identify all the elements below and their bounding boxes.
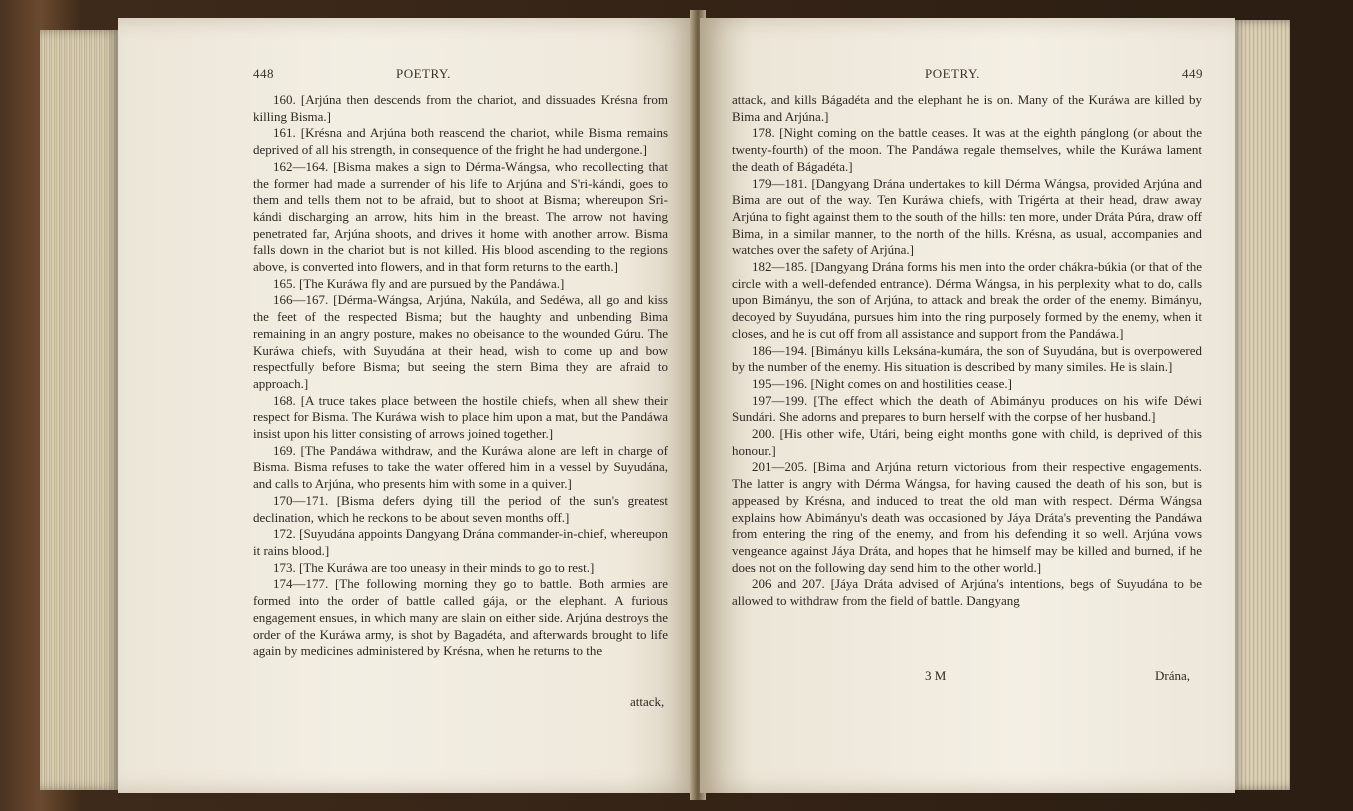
paragraph: 166—167. [Dérma-Wángsa, Arjúna, Nakúla, and Sedéwa, all go and kiss the feet of the respected Bisma; but the haughty and unbending Bima remaining in an angry posture, makes no obeisance to the wounded Gúru. The Kuráwa chiefs, with Suyudána at their head, wish to come up and bow respectfully before Bisma; but seeing the stern Bima they are afraid to approach.] [253,292,668,391]
right-catchword: Drána, [1155,668,1191,683]
paragraph: attack, and kills Bágadéta and the elephant he is on. Many of the Kuráwa are killed by Bima and Arjúna.] [732,92,1202,124]
paragraph: 170—171. [Bisma defers dying till the period of the sun's greatest declination, which he reckons to be about seven months off.] [253,492,668,525]
paragraph: 197—199. [The effect which the death of Abimányu produces on his wife Déwi Sundári. She adorns and prepares to burn herself with the corpse of her husband.] [732,392,1202,425]
paragraph: 178. [Night coming on the battle ceases. It was at the eighth pánglong (or about the twenty-fourth) of the moon. The Pandáwa regale themselves, while the Kuráwa lament the death of Bágadéta.] [732,125,1202,174]
right-page-number: 449 [1182,66,1203,81]
paragraph: 186—194. [Bimányu kills Leksána-kumára, the son of Suyudána, but is overpowered by the number of the enemy. His situation is described by many similes. He is slain.] [732,342,1202,375]
paragraph: 161. [Krésna and Arjúna both reascend the chariot, while Bisma remains deprived of all his strength, in consequence of the fright he had undergone.] [253,125,668,158]
paragraph: 200. [His other wife, Utári, being eight months gone with child, is deprived of this honour.] [732,426,1202,458]
left-running-head: POETRY. [396,66,451,81]
right-running-head: POETRY. [925,66,980,81]
paragraph: 206 and 207. [Jáya Dráta advised of Arjúna's intentions, begs of Suyudána to be allowed to withdraw from the field of battle. Dangyang [732,576,1202,609]
paragraph: 179—181. [Dangyang Drána undertakes to kill Dérma Wángsa, provided Arjúna and Bima are out of the way. Ten Kuráwa chiefs, with Trigérta at their head, draw away Arjúna to fight against them to the south of the hills: ten more, under Dráta Púra, draw off Bima, in a similar manner, to the north of the hills. Krésna, as usual, accompanies and watches over the safety of Arjúna.] [732,175,1202,258]
paragraph: 168. [A truce takes place between the hostile chiefs, when all shew their respect for Bisma. The Kuráwa wish to place him upon a mat, but the Pandáwa insist upon his litter consisting of arrows joined together.] [253,392,668,442]
paragraph: 160. [Arjúna then descends from the chariot, and dissuades Krésna from killing Bisma.] [253,92,668,124]
paragraph: 201—205. [Bima and Arjúna return victorious from their respective engagements. The latter is angry with Dérma Wángsa, for having caused the death of his son, but is appeased by Krésna, and induced to treat the old man with respect. Dérma Wángsa explains how Abimányu's death was occasioned by Jáya Dráta's preventing the Pandáwa from entering the ring of the enemy, and from his defending it so well. Arjúna vows vengeance against Jáya Dráta, and hopes that he himself may be killed and burned, if he does not on the following day send him to the other world.] [732,459,1202,575]
page-edges-left [40,30,120,790]
paragraph: 162—164. [Bisma makes a sign to Dérma-Wángsa, who recollecting that the former had made a surrender of his life to Arjúna and S'ri-kándi, goes to them and tells them not to be afraid, but to shoot at Bisma; whereupon Sri-kándi discharging an arrow, hits him in the breast. The arrow not having penetrated far, Arjúna shoots, and drives it home with another arrow. Bisma falls down in the chariot but is not killed. His blood ascending to the regions above, is converted into flowers, and in that form returns to the earth.] [253,158,668,275]
paragraph: 169. [The Pandáwa withdraw, and the Kuráwa alone are left in charge of Bisma. Bisma refuses to take the water offered him in a vessel by Suyudána, and calls to Arjúna, who presents him with some in a quiver.] [253,442,668,492]
left-page-number: 448 [253,66,274,81]
right-page-text [732,92,1202,610]
paragraph: 173. [The Kuráwa are too uneasy in their minds to go to rest.] [273,559,595,575]
paragraph: 182—185. [Dangyang Drána forms his men into the order chákra-búkia (or that of the circle with a well-defended entrance). Dérma Wángsa, in his perplexity what to do, calls upon Bimányu, the son of Arjúna, to attack and break the order of the enemy. Bimányu, decoyed by Suyudána, pursues him into the ring purposely formed by the enemy, when it closes, and he is cut off from all assistance and support from the Pandáwa.] [732,259,1202,341]
paragraph: 195—196. [Night comes on and hostilities cease.] [752,375,1012,391]
page-edges-right [1230,20,1290,790]
paragraph: 174—177. [The following morning they go to battle. Both armies are formed into the order of battle called gája, or the elephant. A furious engagement ensues, in which many are slain on either side. Arjúna destroys the order of the Kuráwa army, is shot by Bagadéta, and afterwards brought to life again by medicines administered by Krésna, when he returns to the [253,576,668,659]
signature-mark: 3 M [925,668,947,683]
left-page-text [253,92,668,660]
left-catchword: attack, [630,694,665,709]
paragraph: 172. [Suyudána appoints Dangyang Drána commander-in-chief, whereupon it rains blood.] [253,526,668,558]
paragraph: 165. [The Kuráwa fly and are pursued by the Pandáwa.] [273,275,565,291]
